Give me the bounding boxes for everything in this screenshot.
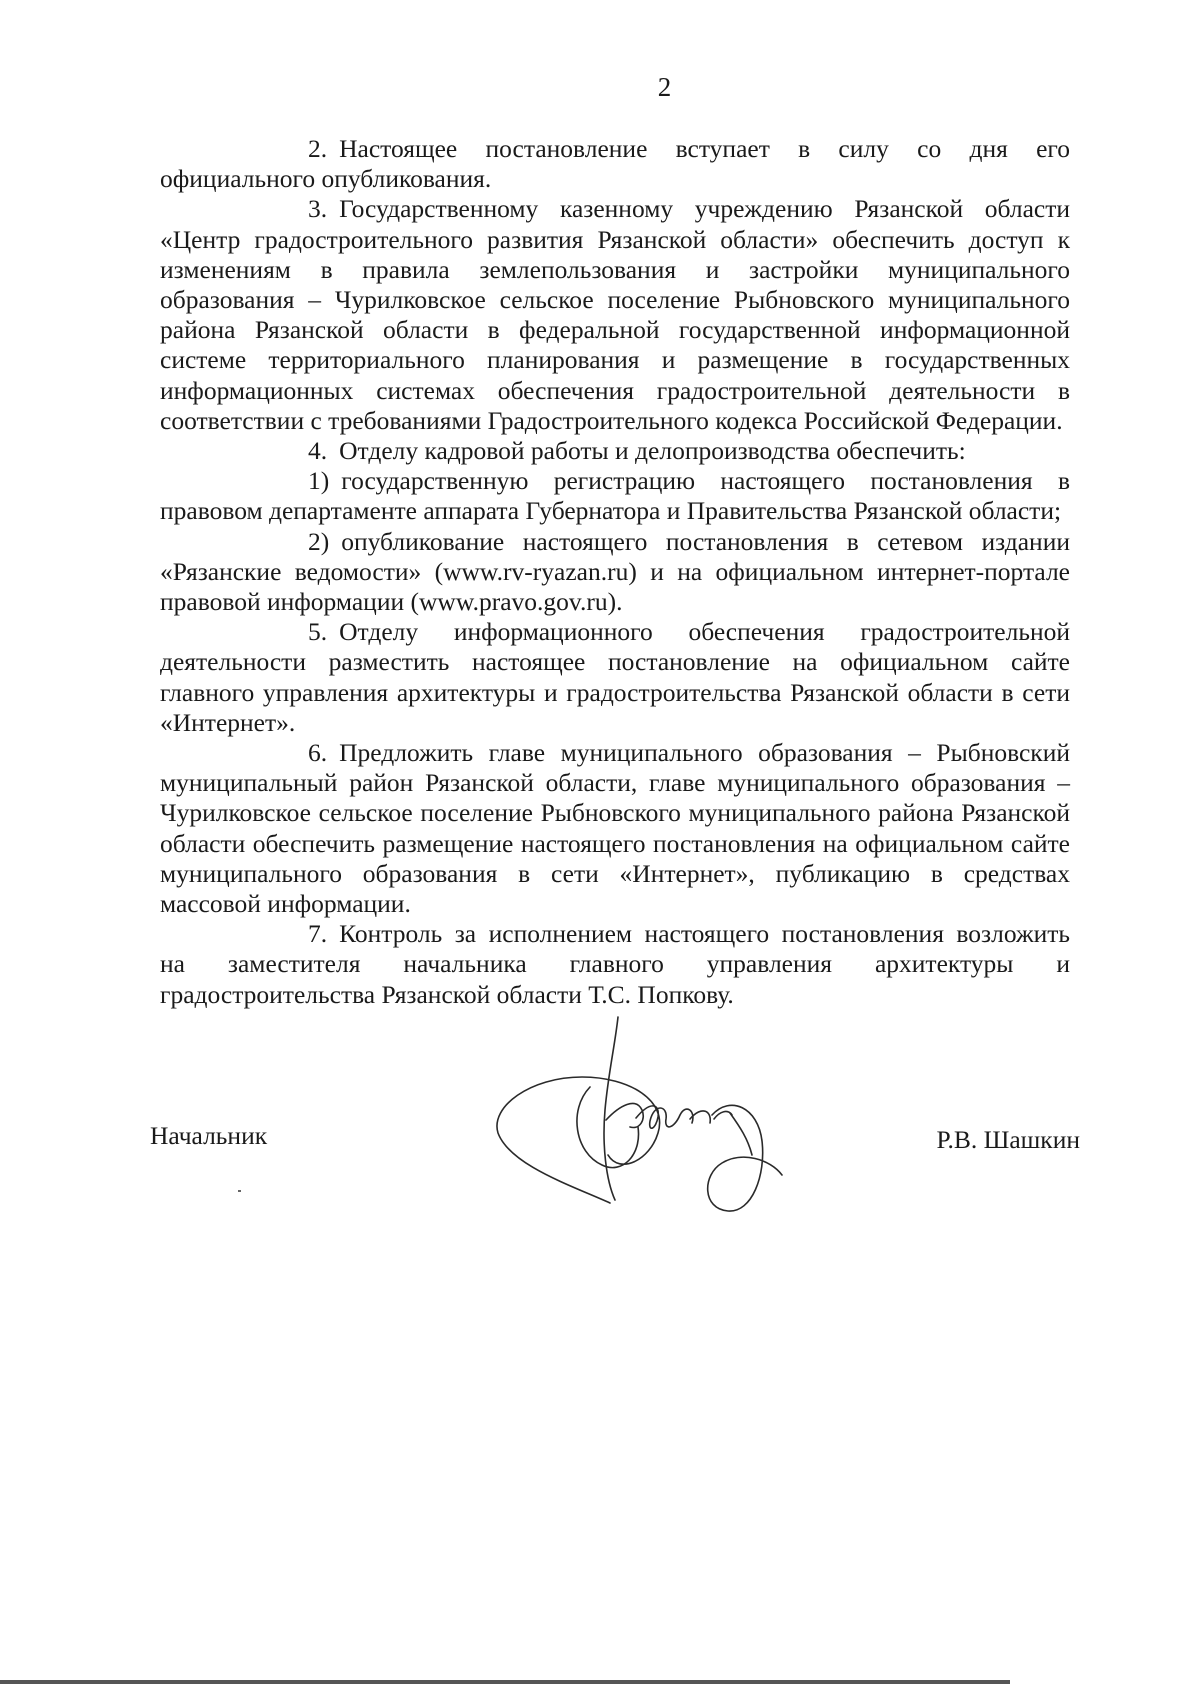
paragraph-text: Отделу информационного обеспечения градостроительной деятельности разместить настоящее постановление на официальном сайте главного управления архитектуры и градостроительства Рязанской области в сети «Интернет».	[160, 617, 1070, 737]
paragraph-text: Предложить главе муниципального образования – Рыбновский муниципальный район Рязанской области, главе муниципального образования – Чурилковское сельское поселение Рыбновского муниципального района Рязанской области обеспечить размещение настоящего постановления на официальном сайте муниципального образования в сети «Интернет», публикацию в средствах массовой информации.	[160, 738, 1070, 919]
signatory-title: Начальник	[150, 1121, 268, 1150]
signatory-name: Р.В. Шашкин	[936, 1125, 1080, 1154]
paragraph-number: 3.	[308, 194, 328, 224]
paragraph-number: 2.	[308, 134, 328, 163]
page-number: 2	[657, 72, 673, 102]
paragraph-4	[160, 436, 1070, 466]
paragraph-5	[160, 617, 1070, 738]
paragraph-number: 1)	[308, 466, 330, 496]
paragraph-number: 5.	[308, 617, 328, 647]
subparagraph-1	[160, 466, 1070, 526]
scan-speck	[238, 1190, 241, 1192]
paragraph-text: Государственному казенному учреждению Рязанской области «Центр градостроительного развития Рязанской области» обеспечить доступ к изменениям в правила землепользования и застройки муниципального образования – Чурилковское сельское поселение Рыбновского муниципального района Рязанской области в федеральной государственной информационной системе территориального планирования и размещение в государственных информационных системах обеспечения градостроительной деятельности в соответствии с требованиями Градостроительного кодекса Российской Федерации.	[160, 194, 1070, 435]
paragraph-number: 7.	[308, 919, 328, 949]
paragraph-text: Настоящее постановление вступает в силу со дня его официального опубликования.	[160, 134, 1070, 194]
paragraph-text: государственную регистрацию настоящего постановления в правовом департаменте аппарата Губернатора и Правительства Рязанской области;	[160, 466, 1070, 526]
paragraph-2	[160, 134, 1070, 194]
paragraph-text: опубликование настоящего постановления в сетевом издании «Рязанские ведомости» (www.rv-ryazan.ru) и на официальном интернет-портале правовой информации (www.pravo.gov.ru).	[160, 526, 1070, 617]
paragraph-number: 4.	[308, 436, 328, 466]
paragraph-6	[160, 738, 1070, 919]
paragraph-3	[160, 194, 1070, 436]
paragraph-number: 2)	[308, 526, 330, 556]
paragraph-text: Контроль за исполнением настоящего постановления возложить на заместителя начальника главного управления архитектуры и градостроительства Рязанской области Т.С. Попкову.	[160, 919, 1070, 1009]
signature-block	[150, 1121, 1080, 1154]
paragraph-7	[160, 919, 1070, 1010]
paragraph-number: 6.	[308, 738, 328, 768]
paragraph-text: Отделу кадровой работы и делопроизводства обеспечить:	[339, 436, 966, 466]
subparagraph-2	[160, 527, 1070, 618]
scan-edge-line	[0, 1680, 1010, 1684]
document-body	[160, 134, 1070, 1010]
